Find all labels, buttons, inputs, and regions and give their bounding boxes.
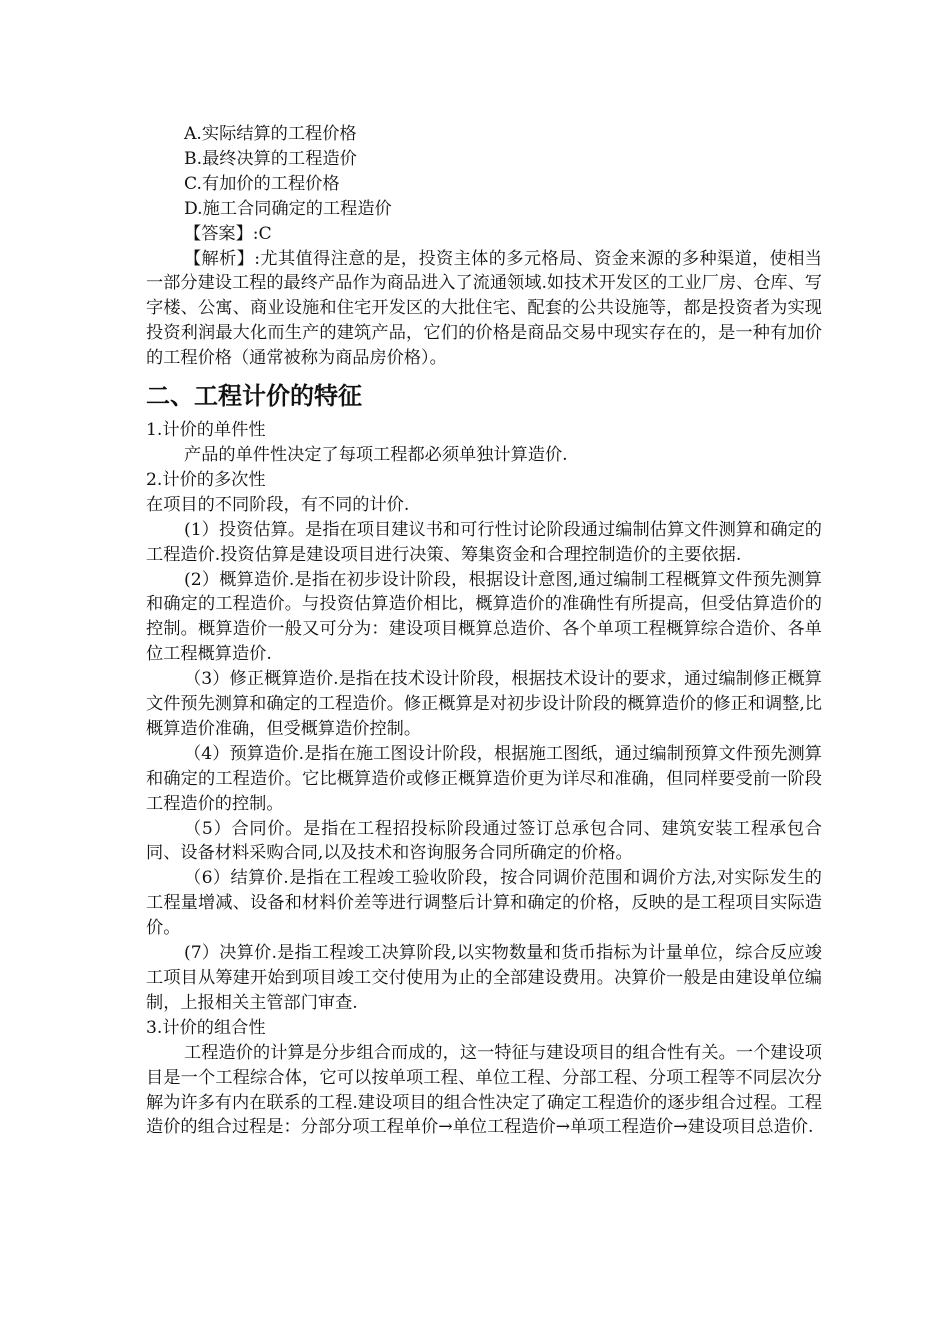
section-heading: 二、工程计价的特征 [146,381,362,411]
document-page [146,122,822,1140]
item-7-paragraph: (7）决算价.是指工程竣工决算阶段,以实物数量和货币指标为计量单位，综合反应竣工项目从筹建开始到项目竣工交付使用为止的全部建设费用。决算价一般是由建设单位编制，上报相关主管部门审查. [146,943,822,1013]
option-a: A.实际结算的工程价格 [184,124,357,144]
subsection-title-2: 2.计价的多次性 [146,469,266,490]
item-3-paragraph: （3）修正概算造价.是指在技术设计阶段，根据技术设计的要求，通过编制修正概算文件预先测算和确定的工程造价。修正概算是对初步设计阶段的概算造价的修正和调整,比概算造价准确，但受概算造价控制。 [146,669,822,739]
subsection-title-3: 3.计价的组合性 [146,1017,266,1038]
answer-line: 【答案】:C [184,223,272,244]
subsection-title-1: 1.计价的单件性 [146,420,266,441]
analysis-paragraph: 【解析】:尤其值得注意的是，投资主体的多元格局、资金来源的多种渠道，使相当一部分建设工程的最终产品作为商品进入了流通领域.如技术开发区的工业厂房、仓库、写字楼、公寓、商业设施和住宅开发区的大批住宅、配套的公共设施等，都是投资者为实现投资利润最大化而生产的建筑产品，它们的价格是商品交易中现实存在的，是一种有加价的工程价格（通常被称为商品房价格）。 [146,248,822,369]
item-5-paragraph: （5）合同价。是指在工程招投标阶段通过签订总承包合同、建筑安装工程承包合同、设备材料采购合同,以及技术和咨询服务合同所确定的价格。 [146,818,822,864]
item-2-paragraph: (2）概算造价.是指在初步设计阶段，根据设计意图,通过编制工程概算文件预先测算和确定的工程造价。与投资估算造价相比，概算造价的准确性有所提高，但受估算造价的控制。概算造价一般又可分为：建设项目概算总造价、各个单项工程概算综合造价、各单位工程概算造价. [146,569,822,665]
item-4-paragraph: （4）预算造价.是指在施工图设计阶段，根据施工图纸，通过编制预算文件预先测算和确定的工程造价。它比概算造价或修正概算造价更为详尽和准确，但同样要受前一阶段工程造价的控制。 [146,743,822,814]
option-b: B.最终决算的工程造价 [184,148,357,169]
subsection-text-1: 产品的单件性决定了每项工程都必须单独计算造价. [184,444,568,465]
subsection-intro-2: 在项目的不同阶段，有不同的计价. [146,494,410,515]
item-6-paragraph: （6）结算价.是指在工程竣工验收阶段，按合同调价范围和调价方法,对实际发生的工程量增减、设备和材料价差等进行调整后计算和确定的价格，反映的是工程项目实际造价。 [146,868,822,939]
option-c: C.有加价的工程价格 [184,173,340,194]
subsection-text-3: 工程造价的计算是分步组合而成的，这一特征与建设项目的组合性有关。一个建设项目是一个工程综合体，它可以按单项工程、单位工程、分部工程、分项工程等不同层次分解为许多有内在联系的工程.建设项目的组合性决定了确定工程造价的逐步组合过程。工程造价的组合过程是：分部分项工程单价→单位工程造价→单项工程造价→建设项目总造价. [146,1042,822,1138]
item-1-paragraph: (1）投资估算。是指在项目建议书和可行性讨论阶段通过编制估算文件测算和确定的工程造价.投资估算是建设项目进行决策、筹集资金和合理控制造价的主要依据. [146,519,822,565]
option-d: D.施工合同确定的工程造价 [184,198,392,219]
